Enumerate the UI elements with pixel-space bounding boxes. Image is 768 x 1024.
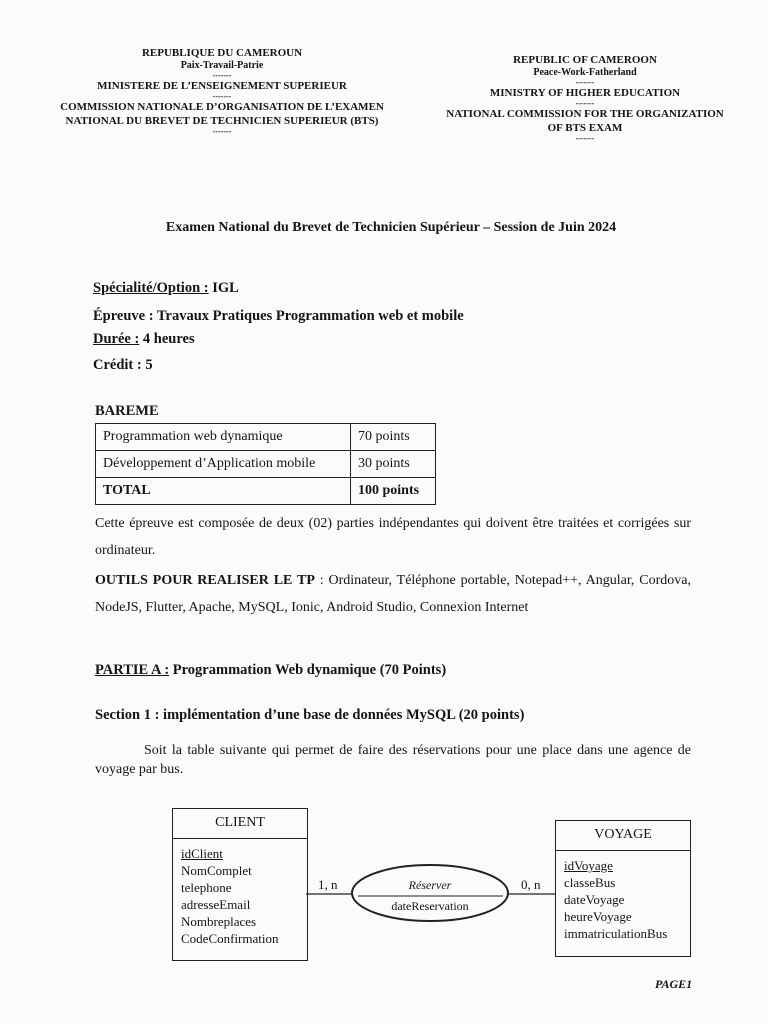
client-attribute: Nombreplaces [181, 914, 257, 929]
header-left-commission: NATIONAL DU BREVET DE TECHNICIEN SUPERIEUR (BTS) [65, 114, 379, 127]
bareme-label: Programmation web dynamique [96, 424, 351, 451]
voyage-attribute: immatriculationBus [564, 926, 668, 941]
bareme-label: TOTAL [96, 478, 351, 505]
outils-label: OUTILS POUR REALISER LE TP [95, 573, 315, 588]
bareme-title: BAREME [95, 403, 159, 419]
partie-a-label: PARTIE A : [95, 662, 170, 678]
association-name: Réserver [408, 878, 452, 892]
client-entity-title: CLIENT [173, 809, 307, 839]
header-left-sep: ------- [212, 92, 232, 102]
client-attribute: adresseEmail [181, 897, 251, 912]
epreuve-label: Épreuve : [93, 308, 157, 324]
partie-a-title: Programmation Web dynamique (70 Points) [169, 662, 447, 678]
client-attribute: NomComplet [181, 863, 252, 878]
header-left-motto: Paix-Travail-Patrie [180, 60, 264, 72]
header-right-sep: ------- [575, 99, 595, 109]
voyage-attribute: dateVoyage [564, 892, 625, 907]
section1-heading: Section 1 : implémentation d’une base de données MySQL (20 points) [95, 707, 525, 723]
epreuve-value: Travaux Pratiques Programmation web et mobile [156, 308, 464, 324]
header-left-sep: ------- [212, 71, 232, 81]
voyage-key: idVoyage [564, 858, 613, 873]
intro-paragraph: Cette épreuve est composée de deux (02) parties indépendantes qui doivent être traitées et corrigées sur ordinateur. [95, 516, 691, 558]
credit-line: Crédit : 5 [93, 357, 153, 373]
client-key: idClient [181, 846, 223, 861]
header-left-sep: ------- [212, 126, 232, 136]
specialite-label: Spécialité/Option : [93, 280, 209, 296]
voyage-entity-title: VOYAGE [556, 821, 690, 851]
duree-label: Durée : [93, 331, 140, 347]
cardinality-left: 1, n [318, 877, 338, 892]
association-attribute: dateReservation [391, 899, 469, 913]
header-left-commission: COMMISSION NATIONALE D’ORGANISATION DE L’EXAMEN [60, 101, 384, 114]
cardinality-right: 0, n [521, 877, 541, 892]
header-right-sep: ------- [575, 133, 595, 143]
duree-value: 4 heures [139, 331, 195, 347]
header-left-ministry: MINISTERE DE L’ENSEIGNEMENT SUPERIEUR [97, 80, 347, 93]
header-right-country: REPUBLIC OF CAMEROON [513, 54, 657, 66]
header-left-country: REPUBLIQUE DU CAMEROUN [141, 47, 303, 59]
specialite-value: IGL [208, 280, 239, 296]
header-right-ministry: MINISTRY OF HIGHER EDUCATION [489, 87, 681, 100]
bareme-points: 100 points [351, 478, 436, 505]
header-right-commission: NATIONAL COMMISSION FOR THE ORGANIZATION [446, 108, 724, 121]
exam-title: Examen National du Brevet de Technicien Supérieur – Session de Juin 2024 [165, 220, 617, 235]
header-right-sep: ------- [575, 78, 595, 88]
outils-text: : Ordinateur, Téléphone portable, Notepad++, Angular, Cordova, NodeJS, Flutter, Apache, MySQL, Ionic, Android Studio, Connexion Internet [95, 573, 691, 615]
bareme-points: 30 points [351, 451, 436, 478]
client-attribute: telephone [181, 880, 232, 895]
section1-paragraph: Soit la table suivante qui permet de faire des réservations pour une place dans une agence de voyage par bus. [95, 743, 691, 777]
client-attribute: CodeConfirmation [181, 931, 279, 946]
voyage-attribute: heureVoyage [564, 909, 632, 924]
bareme-label: Développement d’Application mobile [96, 451, 351, 478]
voyage-attribute: classeBus [564, 875, 616, 890]
page-number: PAGE1 [655, 977, 693, 991]
header-right-commission: OF BTS EXAM [547, 121, 623, 134]
header-right-motto: Peace-Work-Fatherland [533, 67, 637, 79]
bareme-points: 70 points [351, 424, 436, 451]
